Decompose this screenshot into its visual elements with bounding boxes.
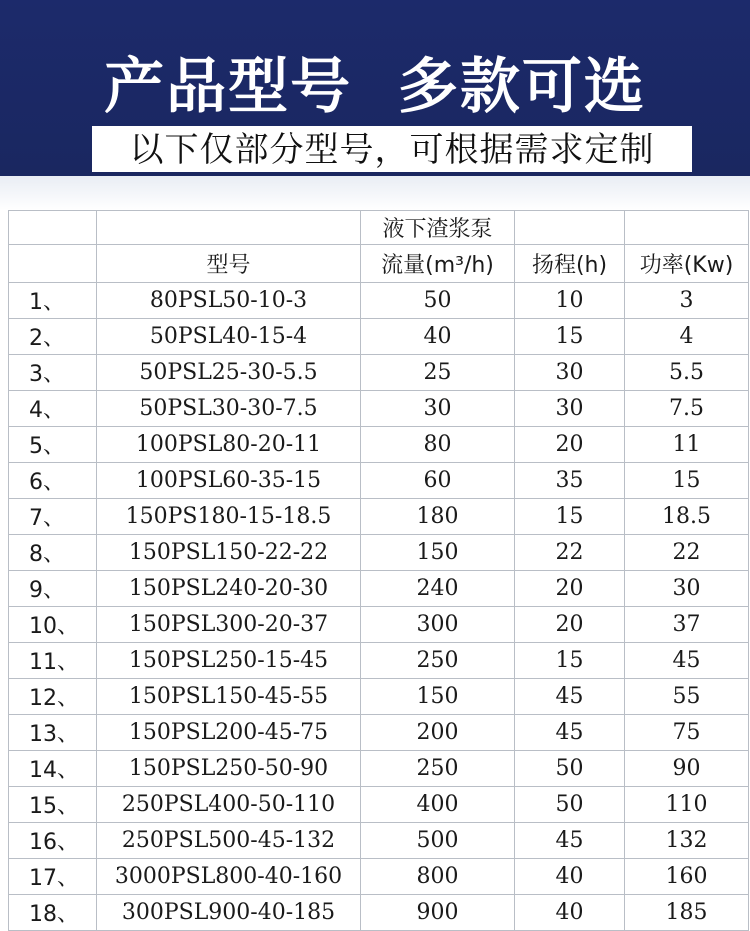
flow-cell: 240 [361,571,515,607]
power-cell: 22 [625,535,749,571]
flow-cell: 500 [361,823,515,859]
banner-subtitle: 以下仅部分型号，可根据需求定制 [129,130,655,170]
table-row [9,319,749,355]
header-banner [0,0,750,176]
model-cell: 150PSL250-15-45 [97,643,361,679]
head-cell: 40 [515,895,625,931]
row-index: 15、 [9,787,97,823]
empty-header-cell [515,211,625,245]
flow-cell: 400 [361,787,515,823]
row-index: 8、 [9,535,97,571]
table-row [9,607,749,643]
model-cell: 150PSL250-50-90 [97,751,361,787]
empty-header-cell [97,211,361,245]
flow-cell: 180 [361,499,515,535]
flow-cell: 800 [361,859,515,895]
row-index: 7、 [9,499,97,535]
table-row [9,283,749,319]
head-cell: 22 [515,535,625,571]
table-row [9,355,749,391]
power-cell: 30 [625,571,749,607]
power-cell: 132 [625,823,749,859]
model-cell: 3000PSL800-40-160 [97,859,361,895]
row-index: 14、 [9,751,97,787]
model-cell: 50PSL40-15-4 [97,319,361,355]
model-cell: 50PSL25-30-5.5 [97,355,361,391]
banner-divider [0,176,750,210]
flow-cell: 150 [361,535,515,571]
head-cell: 45 [515,715,625,751]
model-cell: 150PSL150-22-22 [97,535,361,571]
model-cell: 150PS180-15-18.5 [97,499,361,535]
power-cell: 37 [625,607,749,643]
power-cell: 11 [625,427,749,463]
table-row [9,859,749,895]
banner-title: 产品型号 多款可选 [104,52,646,122]
model-cell: 150PSL300-20-37 [97,607,361,643]
head-header: 扬程(h) [515,245,625,283]
flow-cell: 300 [361,607,515,643]
power-cell: 110 [625,787,749,823]
model-cell: 100PSL80-20-11 [97,427,361,463]
head-cell: 30 [515,355,625,391]
head-cell: 15 [515,643,625,679]
power-cell: 3 [625,283,749,319]
power-cell: 4 [625,319,749,355]
head-cell: 20 [515,427,625,463]
flow-cell: 25 [361,355,515,391]
flow-cell: 250 [361,751,515,787]
table-row [9,823,749,859]
flow-cell: 60 [361,463,515,499]
table-row [9,715,749,751]
table-row [9,643,749,679]
power-cell: 160 [625,859,749,895]
power-cell: 5.5 [625,355,749,391]
power-header: 功率(Kw) [625,245,749,283]
table-group-header: 液下渣浆泵 [361,211,515,245]
flow-cell: 50 [361,283,515,319]
table-group-header-row [9,211,749,245]
table-row [9,571,749,607]
power-cell: 18.5 [625,499,749,535]
row-index: 4、 [9,391,97,427]
table-row [9,463,749,499]
row-index: 6、 [9,463,97,499]
row-index: 3、 [9,355,97,391]
row-index: 13、 [9,715,97,751]
row-index: 10、 [9,607,97,643]
empty-header-cell [625,211,749,245]
power-cell: 185 [625,895,749,931]
head-cell: 15 [515,499,625,535]
head-cell: 40 [515,859,625,895]
model-header: 型号 [97,245,361,283]
flow-cell: 150 [361,679,515,715]
flow-cell: 40 [361,319,515,355]
table-row [9,751,749,787]
table-row [9,391,749,427]
power-cell: 7.5 [625,391,749,427]
empty-header-cell [9,211,97,245]
model-cell: 150PSL200-45-75 [97,715,361,751]
flow-cell: 200 [361,715,515,751]
table-header-row [9,245,749,283]
head-cell: 50 [515,787,625,823]
table-row [9,499,749,535]
power-cell: 75 [625,715,749,751]
model-cell: 250PSL500-45-132 [97,823,361,859]
power-cell: 45 [625,643,749,679]
power-cell: 55 [625,679,749,715]
index-header-cell [9,245,97,283]
model-cell: 150PSL240-20-30 [97,571,361,607]
head-cell: 20 [515,607,625,643]
flow-cell: 900 [361,895,515,931]
head-cell: 30 [515,391,625,427]
head-cell: 50 [515,751,625,787]
row-index: 5、 [9,427,97,463]
model-cell: 50PSL30-30-7.5 [97,391,361,427]
power-cell: 90 [625,751,749,787]
head-cell: 45 [515,679,625,715]
row-index: 9、 [9,571,97,607]
flow-cell: 30 [361,391,515,427]
head-cell: 15 [515,319,625,355]
table-row [9,535,749,571]
row-index: 2、 [9,319,97,355]
table-row [9,895,749,931]
model-cell: 150PSL150-45-55 [97,679,361,715]
row-index: 17、 [9,859,97,895]
power-cell: 15 [625,463,749,499]
table-row [9,679,749,715]
row-index: 12、 [9,679,97,715]
model-cell: 250PSL400-50-110 [97,787,361,823]
row-index: 1、 [9,283,97,319]
product-spec-table [8,210,749,931]
head-cell: 45 [515,823,625,859]
banner-subtitle-box [92,126,692,172]
flow-cell: 250 [361,643,515,679]
model-cell: 100PSL60-35-15 [97,463,361,499]
table-row [9,787,749,823]
flow-header: 流量(m³/h) [361,245,515,283]
flow-cell: 80 [361,427,515,463]
model-cell: 300PSL900-40-185 [97,895,361,931]
row-index: 11、 [9,643,97,679]
head-cell: 35 [515,463,625,499]
row-index: 16、 [9,823,97,859]
row-index: 18、 [9,895,97,931]
head-cell: 20 [515,571,625,607]
head-cell: 10 [515,283,625,319]
model-cell: 80PSL50-10-3 [97,283,361,319]
table-row [9,427,749,463]
